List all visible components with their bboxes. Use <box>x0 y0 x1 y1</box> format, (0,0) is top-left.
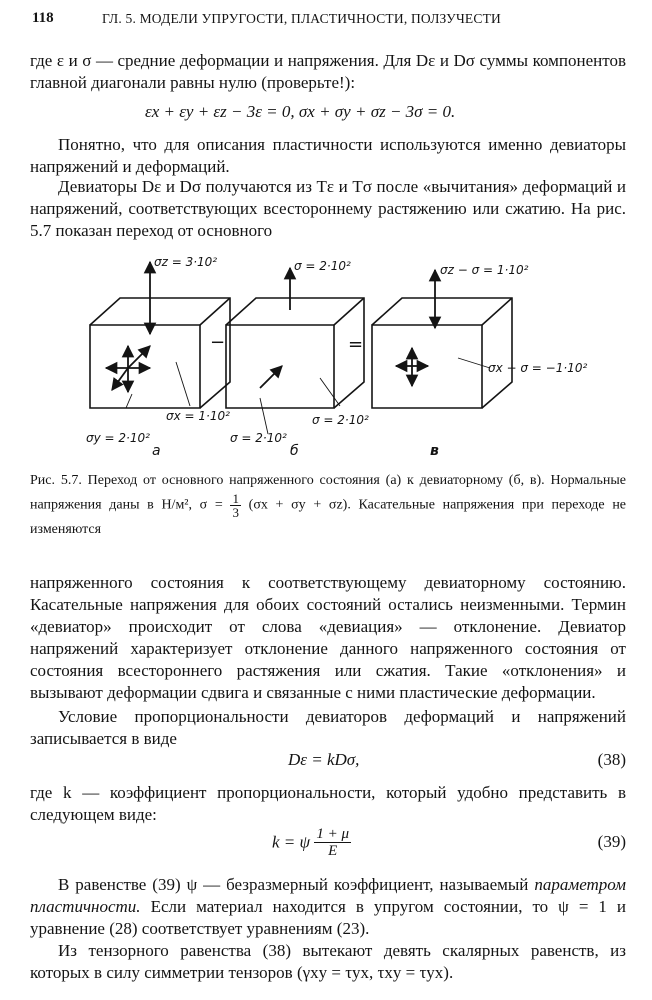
caption-fraction <box>230 492 241 519</box>
arrow-a-diag <box>128 346 150 368</box>
equation-38-number: (38) <box>597 750 626 769</box>
p7-term: параметром пластичности. <box>30 875 626 916</box>
arrow-b-diag <box>260 366 282 388</box>
label-b-left: σ = 2·10² <box>230 431 287 445</box>
leader-a-sx <box>176 362 190 406</box>
label-b-top: σ = 2·10² <box>294 259 351 273</box>
p7-part-a: В равенстве (39) ψ — безразмерный коэффициент, называемый <box>58 875 535 894</box>
leader-b-left <box>260 398 268 434</box>
eq39-left: k = ψ <box>272 832 311 852</box>
cube-b <box>226 298 364 408</box>
paragraph-3: Девиаторы Dε и Dσ получаются из Tε и Tσ после «вычитания» деформаций и напряжений, соответствующих всестороннему растяжению или сжатию. На рис. 5.7 показан переход от основного <box>30 177 626 240</box>
sublabel-a: а <box>152 443 161 458</box>
equation-39-number: (39) <box>597 832 626 851</box>
paragraph-7 <box>30 874 626 940</box>
equation-38: Dε = kDσ, <box>288 750 360 769</box>
page-number: 118 <box>32 10 54 26</box>
sublabel-c: в <box>430 443 439 458</box>
leader-c-right <box>458 358 490 368</box>
label-a-sx: σx = 1·10² <box>166 409 230 423</box>
caption-frac-num: 1 <box>232 491 239 506</box>
equation-39 <box>272 826 351 859</box>
caption-frac-den: 3 <box>232 505 239 520</box>
paragraph-5: Условие пропорциональности девиаторов деформаций и напряжений записывается в виде <box>30 707 626 748</box>
label-c-top: σz − σ = 1·10² <box>440 263 529 277</box>
leader-b-right <box>320 378 340 406</box>
eq39-numerator: 1 + μ <box>316 826 349 842</box>
page-header <box>32 10 622 32</box>
paragraph-8: Из тензорного равенства (38) вытекают девять скалярных равенств, из которых в силу симметрии тензоров (γxy = τyx, τxy = τyx). <box>30 941 626 982</box>
arrow-a-diag-rev <box>112 368 128 390</box>
sublabel-b: б <box>290 443 299 458</box>
label-a-sz: σz = 3·10² <box>154 255 218 269</box>
cube-a <box>90 298 230 408</box>
caption-tail: (σx + σy + σz). Касательные напряжения при переходе не изменяются <box>30 497 627 537</box>
running-title: ГЛ. 5. МОДЕЛИ УПРУГОСТИ, ПЛАСТИЧНОСТИ, ПОЛЗУЧЕСТИ <box>102 11 501 26</box>
paragraph-4: напряженного состояния к соответствующему девиаторному состоянию. Касательные напряжения для обоих состояний остались неизменными. Термин «девиатор» происходит от слова «девиация» — отклонение. Девиатор напряжений характеризует отклонение данного напряженного состояния от состояния всестороннего растяжения или сжатия. Такие «отклонения» и вызывают деформации сдвига и связанные с ними пластические деформации. <box>30 573 626 702</box>
p7-part-b: Если материал находится в упругом состоянии, то ψ = 1 и уравнение (28) соответствует уравнениям (23). <box>30 897 626 938</box>
eq39-denominator: E <box>328 843 338 859</box>
leader-a-sy <box>126 394 132 408</box>
equals-sign: = <box>348 334 364 355</box>
figure-5-7 <box>50 248 610 458</box>
label-a-sy: σy = 2·10² <box>86 431 150 445</box>
label-b-right: σ = 2·10² <box>312 413 369 427</box>
paragraph-6: где k — коэффициент пропорциональности, который удобно представить в следующем виде: <box>30 783 626 824</box>
eq39-fraction <box>314 826 351 859</box>
minus-sign: − <box>210 332 226 353</box>
figure-caption <box>30 470 626 541</box>
paragraph-1: где ε и σ — средние деформации и напряжения. Для Dε и Dσ суммы компонентов главной диагонали равны нулю (проверьте!): <box>30 51 626 92</box>
paragraph-2: Понятно, что для описания пластичности используются именно девиаторы напряжений и деформаций. <box>30 135 626 176</box>
equation-sum: εx + εy + εz − 3ε = 0, σx + σy + σz − 3σ = 0. <box>145 102 456 121</box>
caption-main: Рис. 5.7. Переход от основного напряженного состояния (а) к девиаторному (б, в). Нормальные напряжения даны в Н/м², σ = <box>30 473 626 513</box>
label-c-right: σx − σ = −1·10² <box>488 361 588 375</box>
cube-c <box>372 298 512 408</box>
